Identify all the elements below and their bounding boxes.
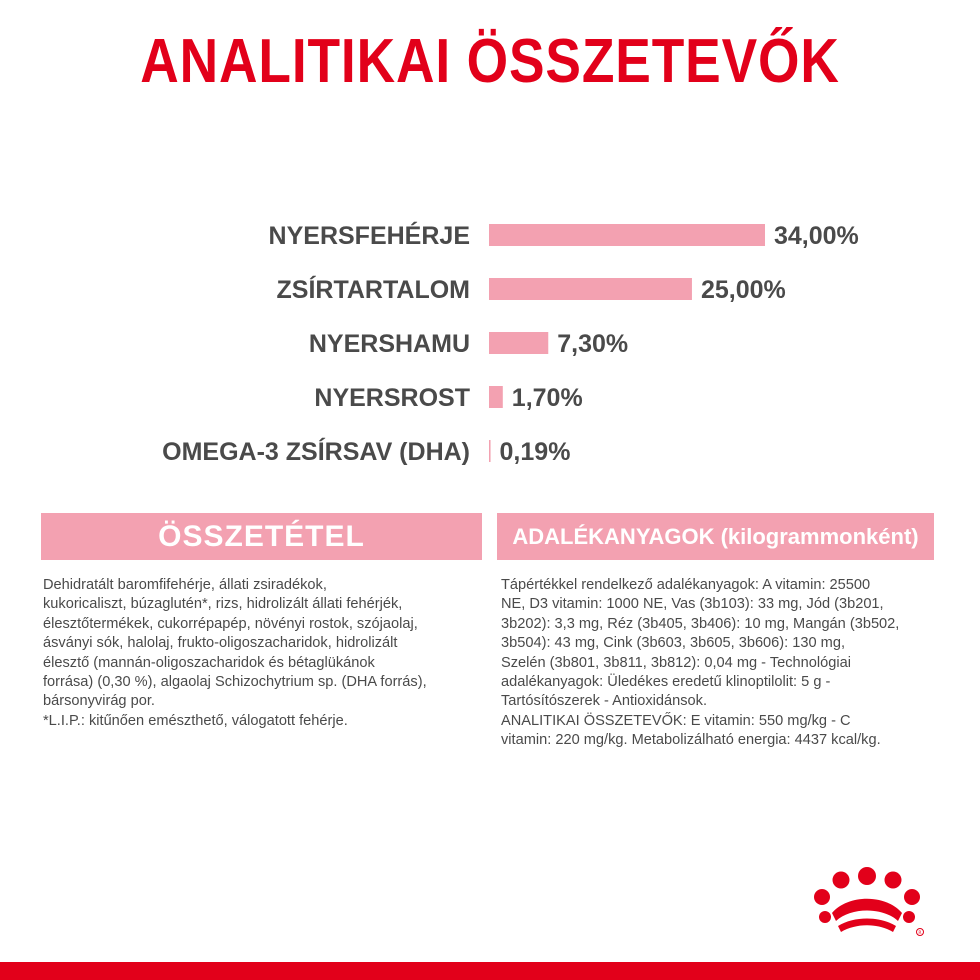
bar — [489, 440, 491, 462]
bar-value-label: 25,00% — [700, 276, 786, 304]
additives-line: NE, D3 vitamin: 1000 NE, Vas (3b103): 33 mg, Jód (3b201, — [501, 596, 884, 613]
svg-text:R: R — [918, 931, 922, 936]
additives-line: Tápértékkel rendelkező adalékanyagok: A vitamin: 25500 — [501, 577, 871, 593]
bar-value-label: 0,19% — [499, 438, 571, 466]
bar-value-label: 1,70% — [511, 384, 583, 412]
composition-line: *L.I.P.: kitűnően emészthető, válogatott fehérje. — [43, 712, 348, 729]
additives-line: vitamin: 220 mg/kg. Metabolizálható energia: 4437 kcal/kg. — [501, 732, 881, 749]
bar — [489, 278, 692, 300]
bar — [489, 386, 503, 408]
composition-header: ÖSSZETÉTEL — [41, 513, 482, 560]
bar — [489, 224, 765, 246]
additives-line: ANALITIKAI ÖSSZETEVŐK: E vitamin: 550 mg/kg - C — [501, 712, 851, 729]
composition-line: ásványi sók, halolaj, frukto-oligoszacharidok, hidrolizált — [43, 635, 398, 652]
bar-value-label: 34,00% — [774, 222, 859, 250]
nutrient-bar-chart — [0, 200, 980, 490]
crown-logo-icon — [808, 866, 926, 942]
bar — [489, 332, 548, 354]
additives-line: Szelén (3b801, 3b811, 3b812): 0,04 mg - Technológiai — [501, 654, 851, 671]
bottom-brand-band — [0, 962, 980, 980]
bar-label: NYERSFEHÉRJE — [268, 222, 470, 250]
bar-label: OMEGA-3 ZSÍRSAV (DHA) — [162, 438, 470, 466]
composition-line: élesztőtermékek, cukorrépapép, növényi rostok, szójaolaj, — [43, 615, 418, 632]
additives-line: 3b202): 3,3 mg, Réz (3b405, 3b406): 10 mg, Mangán (3b502, — [501, 615, 900, 632]
composition-line: kukoricaliszt, búzaglutén*, rizs, hidrolizált állati fehérjék, — [43, 596, 403, 613]
additives-line: 3b504): 43 mg, Cink (3b603, 3b605, 3b606): 130 mg, — [501, 635, 845, 652]
page-title: ANALITIKAI ÖSSZETEVŐK — [140, 27, 840, 96]
composition-line: élesztő (mannán-oligoszacharidok és bétaglükánok — [43, 654, 375, 671]
bar-label: NYERSROST — [314, 384, 470, 412]
composition-text — [43, 576, 483, 731]
bar-value-label: 7,30% — [557, 330, 629, 358]
additives-line: Tartósítószerek - Antioxidánsok. — [501, 693, 708, 710]
additives-header: ADALÉKANYAGOK (kilogrammonként) — [497, 513, 934, 560]
additives-text — [501, 576, 941, 751]
composition-line: bársonyvirág por. — [43, 693, 155, 710]
additives-line: adalékanyagok: Üledékes eredetű klinoptilolit: 5 g - — [501, 674, 831, 691]
bar-label: NYERSHAMU — [308, 330, 470, 358]
composition-line: forrása) (0,30 %), algaolaj Schizochytrium sp. (DHA forrás), — [43, 674, 427, 691]
composition-line: Dehidratált baromfifehérje, állati zsiradékok, — [43, 577, 327, 593]
bar-label: ZSÍRTARTALOM — [276, 276, 470, 304]
